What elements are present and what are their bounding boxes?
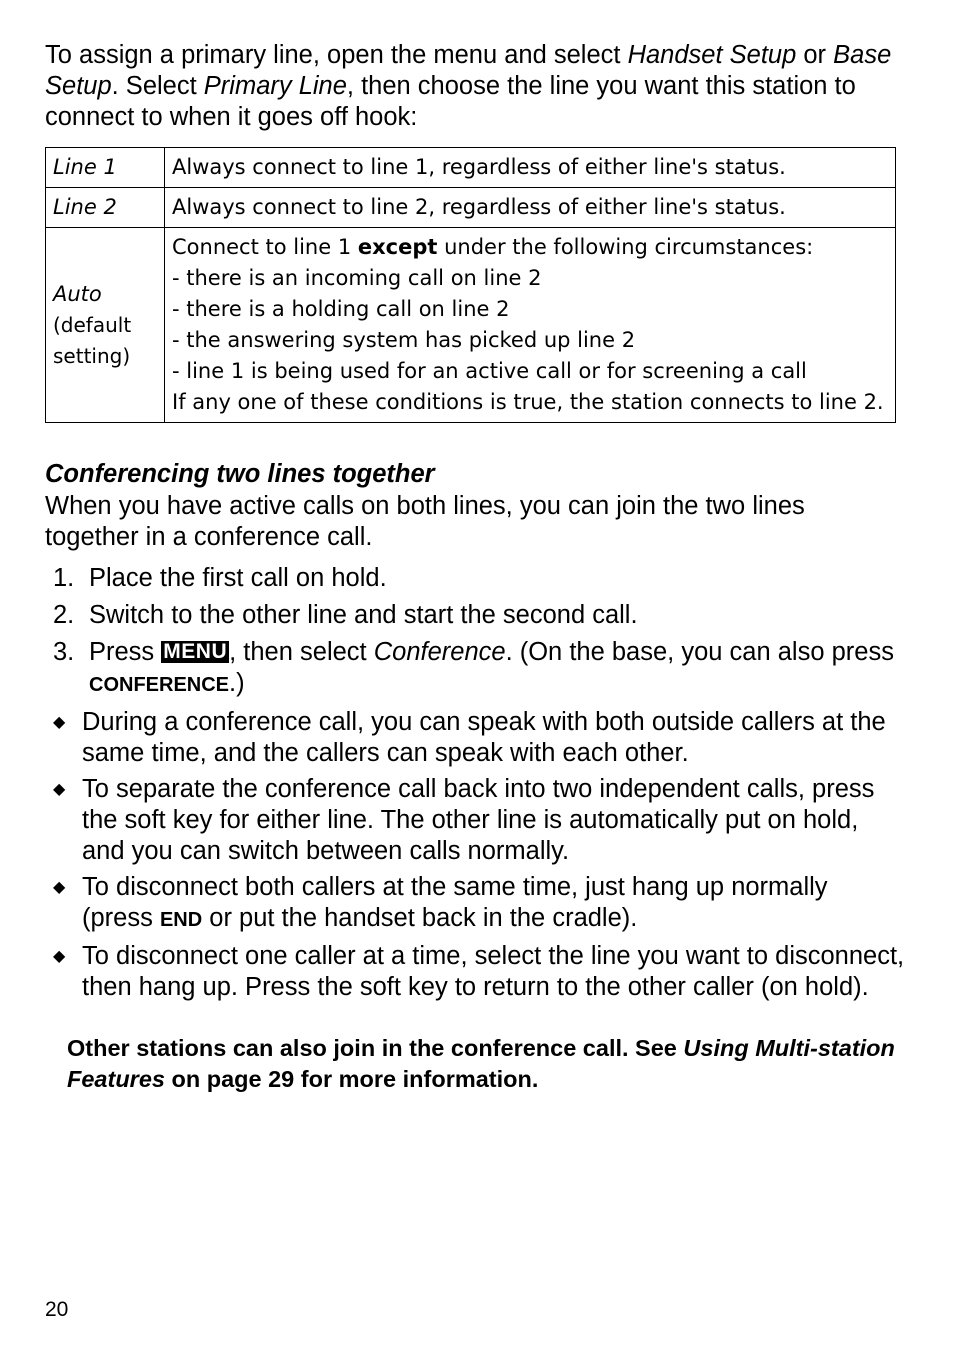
page-content (45, 40, 905, 1095)
diamond-bullet-icon: ◆ (53, 948, 66, 965)
step-number: 2. (53, 601, 75, 629)
primary-line-table (45, 147, 896, 423)
auto-desc-text: under the following circumstances: (437, 235, 814, 259)
list-item (45, 563, 905, 594)
table-cell-desc: Always connect to line 2, regardless of either line's status. (165, 188, 896, 228)
steps-list (45, 563, 905, 701)
list-item (45, 774, 905, 867)
condition-item: - there is a holding call on line 2 (172, 297, 510, 321)
step-number: 3. (53, 638, 75, 666)
intro-text: . Select (111, 72, 204, 100)
bullet-text: To disconnect both callers at the same time, just hang up normally (press (82, 873, 828, 932)
intro-paragraph (45, 40, 905, 133)
cross-reference: Using Multi-station Features (67, 1035, 895, 1092)
diamond-bullet-icon: ◆ (53, 714, 66, 731)
step-text: Switch to the other line and start the second call. (89, 601, 638, 629)
table-row-auto (46, 228, 896, 423)
auto-desc-line (172, 232, 888, 263)
table-cell-label (46, 228, 165, 423)
handset-setup-term: Handset Setup (627, 41, 797, 69)
step-text: Press (89, 638, 162, 666)
option-label: Line 1 (53, 155, 117, 179)
bullet-text: To disconnect one caller at a time, select the line you want to disconnect, then hang up. Press the soft key to return to the other caller (on hold). (82, 942, 905, 1001)
except-emphasis: except (357, 235, 438, 259)
step-text: , then select (229, 638, 374, 666)
option-label: Line 2 (53, 195, 117, 219)
list-item (45, 707, 905, 769)
list-item (45, 872, 905, 936)
bullet-text: or put the handset back in the cradle). (202, 904, 638, 932)
table-cell-label (46, 148, 165, 188)
step-text: .) (229, 669, 245, 697)
auto-desc-footer: If any one of these conditions is true, the station connects to line 2. (172, 390, 884, 414)
list-item (45, 637, 905, 701)
bullet-text: To separate the conference call back into two independent calls, press the soft key for either line. The other line is automatically put on hold, and you can switch between calls normally. (82, 775, 875, 865)
step-text: Place the first call on hold. (89, 564, 387, 592)
diamond-bullet-icon: ◆ (53, 781, 66, 798)
intro-text: To assign a primary line, open the menu and select (45, 41, 628, 69)
end-key-label: END (159, 909, 203, 931)
section-heading: Conferencing two lines together (45, 460, 435, 488)
list-item (45, 600, 905, 631)
primary-line-term: Primary Line (203, 72, 347, 100)
default-setting-note: (default setting) (53, 312, 132, 368)
intro-text: or (796, 41, 834, 69)
auto-desc-text: Connect to line 1 (172, 235, 358, 259)
table-cell-desc: Always connect to line 1, regardless of either line's status. (165, 148, 896, 188)
menu-key-icon: MENU (163, 640, 228, 663)
list-item (45, 941, 905, 1003)
step-text: . (On the base, you can also press (505, 638, 894, 666)
note-text: Other stations can also join in the conference call. See (67, 1035, 684, 1061)
page-number: 20 (45, 1298, 69, 1321)
condition-item: - line 1 is being used for an active call or for screening a call (172, 359, 807, 383)
table-row-line2 (46, 188, 896, 228)
table-cell-desc (165, 228, 896, 423)
conference-term: Conference (373, 638, 506, 666)
diamond-bullet-icon: ◆ (53, 879, 66, 896)
table-cell-label (46, 188, 165, 228)
condition-item: - the answering system has picked up line 2 (172, 328, 636, 352)
condition-item: - there is an incoming call on line 2 (172, 266, 542, 290)
intro-text: , then choose the line you want this station to connect to when it goes off hook: (45, 72, 856, 131)
note-paragraph (67, 1033, 905, 1095)
option-label: Auto (53, 281, 102, 306)
note-text: on page 29 for more information. (164, 1066, 539, 1092)
base-setup-term: Base Setup (45, 41, 892, 100)
conference-key-label: CONFERENCE (89, 674, 230, 696)
bullet-text: During a conference call, you can speak with both outside callers at the same time, and the callers can speak with each other. (82, 708, 886, 767)
table-row-line1 (46, 148, 896, 188)
section-intro: When you have active calls on both lines, you can join the two lines together in a conference call. (45, 492, 805, 551)
bullet-list (45, 707, 905, 1003)
step-number: 1. (53, 564, 75, 592)
